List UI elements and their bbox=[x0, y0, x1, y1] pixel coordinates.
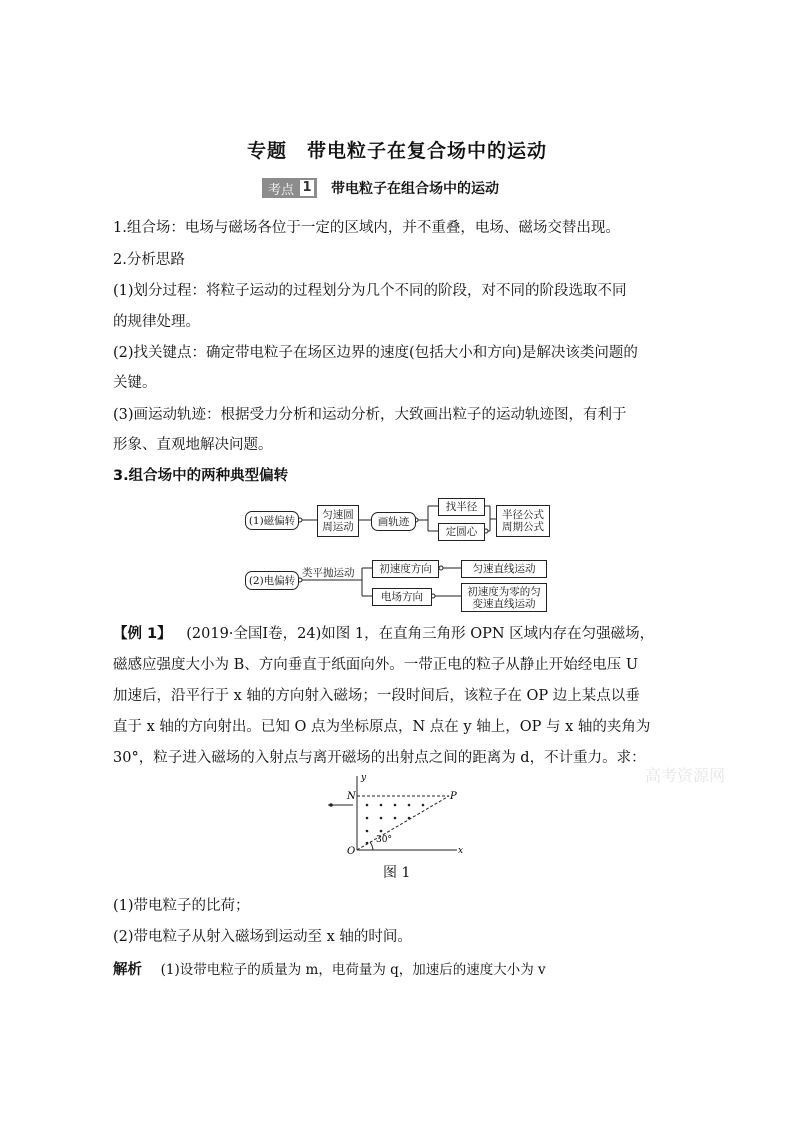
example-text-1: (2019·全国Ⅰ卷，24)如图 1，在直角三角形 OPN 区域内存在匀强磁场， bbox=[186, 626, 655, 642]
op-edge bbox=[357, 796, 449, 850]
flow-find-center: 定圆心 bbox=[438, 523, 485, 541]
flow-ele-deflection: (2)电偏转 bbox=[245, 571, 299, 590]
label-p: P bbox=[450, 791, 457, 802]
kaodian-badge bbox=[262, 178, 317, 198]
question-1: (1)带电粒子的比荷； bbox=[113, 898, 250, 914]
flow-mag-deflection: (1)磁偏转 bbox=[245, 511, 299, 530]
label-n: N bbox=[347, 791, 356, 802]
text-line-4: 的规律处理。 bbox=[113, 314, 200, 330]
analysis-text: (1)设带电粒子的质量为 m，电荷量为 q，加速后的速度大小为 v bbox=[160, 962, 546, 978]
text-line-2: 2.分析思路 bbox=[113, 252, 185, 268]
example-line-1 bbox=[113, 624, 713, 644]
text-line-3: (1)划分过程：将粒子运动的过程划分为几个不同的阶段，对不同的阶段选取不同 bbox=[113, 283, 627, 299]
kaodian-label: 考点 bbox=[268, 182, 295, 198]
kaodian-header bbox=[262, 176, 499, 200]
page-title: 专题 带电粒子在复合场中的运动 bbox=[246, 140, 547, 162]
text-line-7: (3)画运动轨迹：根据受力分析和运动分析，大致画出粒子的运动轨迹图，有利于 bbox=[113, 407, 627, 423]
flow-mag-motion bbox=[317, 505, 359, 537]
text-line-1: 1.组合场：电场与磁场各位于一定的区域内，并不重叠，电场、磁场交替出现。 bbox=[113, 220, 620, 236]
flow-find-radius: 找半径 bbox=[438, 498, 485, 516]
particle-dot bbox=[329, 803, 333, 807]
watermark: 高考资源网 bbox=[645, 766, 726, 785]
field-dots bbox=[366, 804, 425, 845]
kaodian-number: 1 bbox=[299, 179, 315, 197]
flow-field-dir: 电场方向 bbox=[372, 588, 432, 606]
label-x: x bbox=[458, 846, 464, 856]
flow-draw-track: 画轨迹 bbox=[371, 512, 416, 531]
flow-uniform-line: 匀速直线运动 bbox=[461, 560, 547, 578]
figure-1 bbox=[325, 772, 465, 857]
flow-projectile-label: 类平抛运动 bbox=[302, 567, 355, 579]
flow-mag-motion-l2: 周运动 bbox=[322, 521, 354, 533]
text-line-9: 3.组合场中的两种典型偏转 bbox=[113, 468, 289, 484]
analysis-line bbox=[113, 960, 713, 980]
flow-initial-velocity-dir: 初速度方向 bbox=[372, 560, 439, 578]
flow-formula-period: 周期公式 bbox=[502, 521, 544, 533]
flow-accel-l2: 变速直线运动 bbox=[472, 597, 536, 610]
flow-uniform-accel bbox=[461, 583, 547, 612]
question-2: (2)带电粒子从射入磁场到运动至 x 轴的时间。 bbox=[113, 929, 412, 945]
text-line-5: (2)找关键点：确定带电粒子在场区边界的速度(包括大小和方向)是解决该类问题的 bbox=[113, 345, 638, 361]
label-angle: 30° bbox=[376, 835, 392, 845]
angle-arc bbox=[370, 842, 373, 850]
flow-formulas bbox=[496, 505, 550, 537]
example-line-2: 磁感应强度大小为 B、方向垂直于纸面向外。一带正电的粒子从静止开始经电压 U bbox=[113, 657, 639, 673]
analysis-label: 解析 bbox=[113, 962, 142, 978]
flow-mag-motion-l1: 匀速圆 bbox=[322, 509, 354, 521]
figure-caption: 图 1 bbox=[383, 865, 411, 881]
example-tag: 【例 1】 bbox=[113, 626, 172, 642]
label-y: y bbox=[361, 773, 367, 783]
example-line-5: 30°，粒子进入磁场的入射点与离开磁场的出射点之间的距离为 d，不计重力。求： bbox=[113, 750, 646, 766]
example-line-3: 加速后，沿平行于 x 轴的方向射入磁场；一段时间后，该粒子在 OP 边上某点以垂 bbox=[113, 688, 640, 704]
label-o: O bbox=[347, 846, 356, 857]
text-line-8: 形象、直观地解决问题。 bbox=[113, 437, 273, 453]
example-line-4: 直于 x 轴的方向射出。已知 O 点为坐标原点，N 点在 y 轴上，OP 与 x 轴的夹角为 bbox=[113, 719, 651, 735]
text-line-6: 关键。 bbox=[113, 375, 157, 391]
flow-formula-radius: 半径公式 bbox=[502, 509, 544, 521]
kaodian-title: 带电粒子在组合场中的运动 bbox=[331, 181, 500, 197]
flow-accel-l1: 初速度为零的匀 bbox=[467, 585, 541, 598]
